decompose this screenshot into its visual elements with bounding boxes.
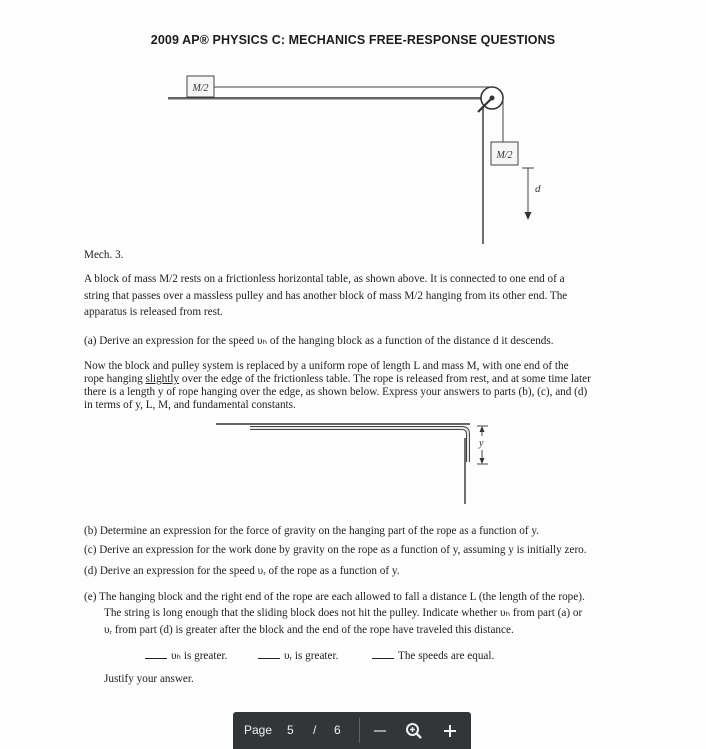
part-b: (b) Determine an expression for the force of gravity on the hanging part of the rope as a function of y. xyxy=(84,525,540,537)
page-label: Page xyxy=(244,723,273,737)
justify-text: Justify your answer. xyxy=(104,673,194,685)
part-d: (d) Derive an expression for the speed υᵣ of the rope as a function of y. xyxy=(84,565,400,577)
answer-blank xyxy=(258,649,280,659)
answer-blank xyxy=(145,649,167,659)
question-number: Mech. 3. xyxy=(84,249,124,261)
intro-line-3: apparatus is released from rest. xyxy=(84,306,223,318)
choice-vr-greater: υᵣ is greater. xyxy=(258,649,338,664)
y-label: y xyxy=(479,438,484,449)
pdf-toolbar xyxy=(233,712,471,749)
plus-icon xyxy=(439,720,461,742)
current-page[interactable]: 5 xyxy=(287,723,294,737)
zoom-in-button[interactable] xyxy=(439,720,461,742)
underlined-word: slightly xyxy=(145,373,180,385)
part-e-line-1: (e) The hanging block and the right end of the rope are each allowed to fall a distance L (the length of the rope). xyxy=(84,591,585,603)
block-top-label: M/2 xyxy=(192,83,209,94)
answer-blank xyxy=(372,649,394,659)
choice-vh-greater: υₕ is greater. xyxy=(145,649,227,664)
part-e-line-2: The string is long enough that the sliding block does not hit the pulley. Indicate whether υₕ from part (a) or xyxy=(104,607,583,619)
rope-line-1: Now the block and pulley system is replaced by a uniform rope of length L and mass M, with one end of the xyxy=(84,360,569,372)
page-header: 2009 AP® PHYSICS C: MECHANICS FREE-RESPONSE QUESTIONS xyxy=(150,33,556,47)
figure-rope-table xyxy=(0,410,706,510)
zoom-icon xyxy=(403,720,425,742)
part-c: (c) Derive an expression for the work done by gravity on the rope as a function of y, assuming y is initially zero. xyxy=(84,544,587,556)
part-a: (a) Derive an expression for the speed υₕ of the hanging block as a function of the distance d it descends. xyxy=(84,335,554,347)
page-separator: / xyxy=(313,723,317,737)
rope-line-2: rope hanging slightly over the edge of the frictionless table. The rope is released from rest, and at some time later xyxy=(84,373,591,385)
rope xyxy=(250,428,468,462)
rope-line-4: in terms of y, L, M, and fundamental constants. xyxy=(84,399,296,411)
distance-label: d xyxy=(535,183,541,195)
block-hang-label: M/2 xyxy=(496,150,513,161)
intro-line-1: A block of mass M/2 rests on a frictionless horizontal table, as shown above. It is connected to one end of a xyxy=(84,273,565,285)
zoom-out-button[interactable] xyxy=(369,720,391,742)
rope-line-3: there is a length y of rope hanging over the edge, as shown below. Express your answers to parts (b), (c), and (d) xyxy=(84,386,588,398)
part-e-line-3: υᵣ from part (d) is greater after the block and the end of the rope have traveled this distance. xyxy=(104,624,514,636)
figure-block-pulley xyxy=(0,0,706,250)
fit-zoom-button[interactable] xyxy=(403,720,425,742)
intro-line-2: string that passes over a massless pulley and has another block of mass M/2 hanging from its other end. The xyxy=(84,290,568,302)
choice-equal: The speeds are equal. xyxy=(372,649,494,664)
minus-icon xyxy=(369,720,391,742)
total-pages: 6 xyxy=(334,723,341,737)
toolbar-divider xyxy=(359,718,360,743)
